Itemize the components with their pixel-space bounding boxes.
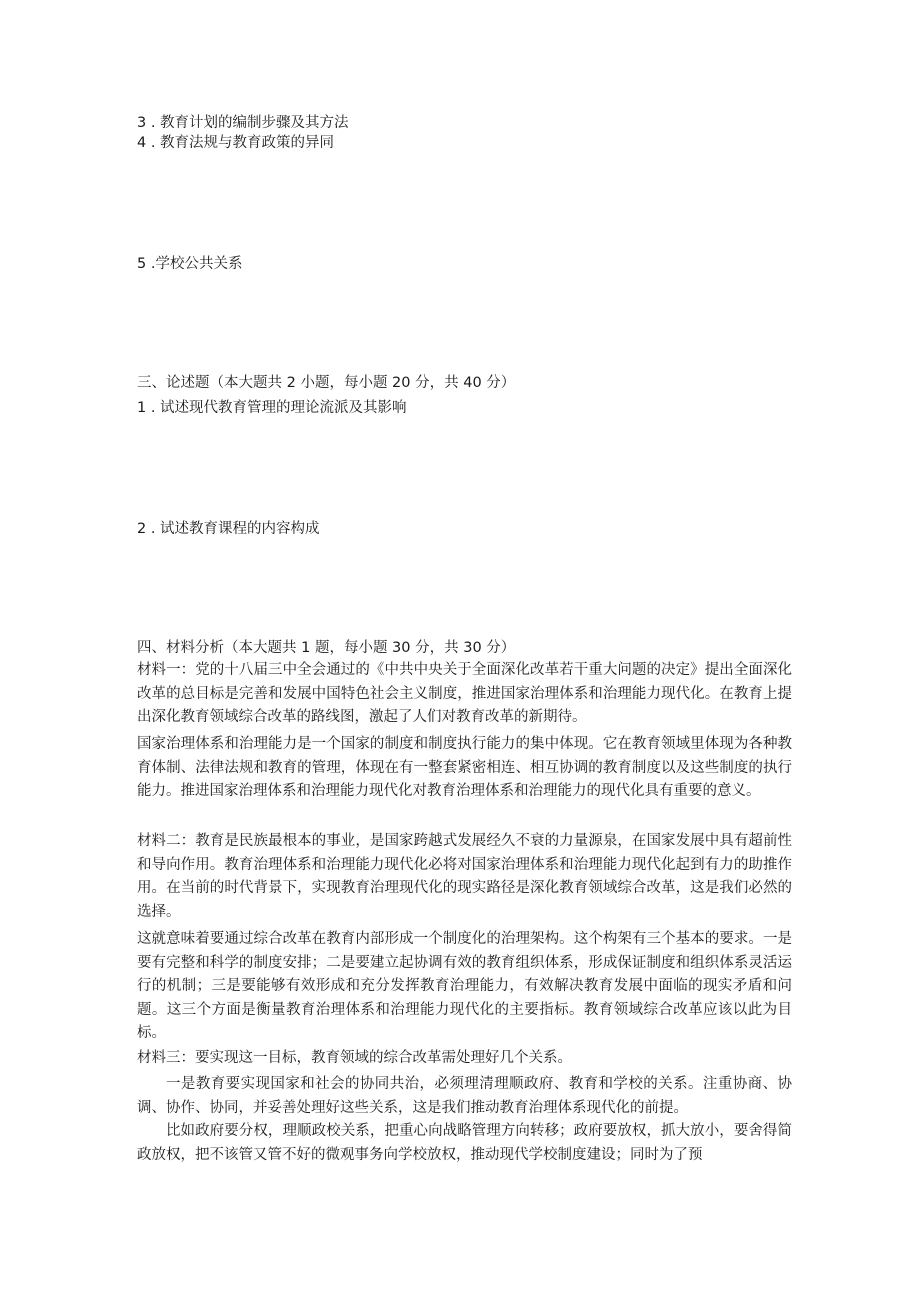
- material-2-paragraph: 材料二：教育是民族最根本的事业，是国家跨越式发展经久不衰的力量源泉，在国家发展中具有超前性和导向作用。教育治理体系和治理能力现代化必将对国家治理体系和治理能力现代化起到有力的助推作用。在当前的时代背景下，实现教育治理现代化的现实路径是深化教育领域综合改革，这是我们必然的选择。: [137, 833, 792, 920]
- material-3-paragraph: 材料三：要实现这一目标，教育领域的综合改革需处理好几个关系。: [137, 1050, 572, 1066]
- section-4-heading: 四、材料分析（本大题共 1 题，每小题 30 分，共 30 分）: [137, 640, 516, 656]
- essay-question-1: 1 . 试述现代教育管理的理论流派及其影响: [137, 400, 407, 416]
- question-4: 4 . 教育法规与教育政策的异同: [137, 135, 335, 151]
- question-5: 5 .学校公共关系: [137, 256, 243, 272]
- relationship-1-paragraph: 一是教育要实现国家和社会的协同共治，必须理清理顺政府、教育和学校的关系。注重协商、协调、协作、协同，并妥善处理好这些关系，这是我们推动教育治理体系现代化的前提。: [137, 1076, 792, 1116]
- section-3-heading: 三、论述题（本大题共 2 小题，每小题 20 分，共 40 分）: [137, 375, 516, 391]
- essay-question-2: 2 . 试述教育课程的内容构成: [137, 521, 320, 537]
- structure-paragraph: 这就意味着要通过综合改革在教育内部形成一个制度化的治理架构。这个构架有三个基本的要求。一是要有完整和科学的制度安排；二是要建立起协调有效的教育组织体系，形成保证制度和组织体系灵活运行的机制；三是要能够有效形成和充分发挥教育治理能力，有效解决教育发展中面临的现实矛盾和问题。这三个方面是衡量教育治理体系和治理能力现代化的主要指标。教育领域综合改革应该以此为目标。: [137, 931, 792, 1042]
- question-3: 3 . 教育计划的编制步骤及其方法: [137, 115, 349, 131]
- material-1-paragraph: 材料一：党的十八届三中全会通过的《中共中央关于全面深化改革若干重大问题的决定》提出全面深化改革的总目标是完善和发展中国特色社会主义制度，推进国家治理体系和治理能力现代化。在教育上提出深化教育领域综合改革的路线图，激起了人们对教育改革的新期待。: [137, 662, 792, 726]
- example-paragraph: 比如政府要分权，理顺政校关系，把重心向战略管理方向转移；政府要放权，抓大放小，要舍得简政放权，把不该管又管不好的微观事务向学校放权，推动现代学校制度建设；同时为了预: [137, 1123, 792, 1163]
- governance-paragraph: 国家治理体系和治理能力是一个国家的制度和制度执行能力的集中体现。它在教育领域里体现为各种教育体制、法律法规和教育的管理，体现在有一整套紧密相连、相互协调的教育制度以及这些制度的执行能力。推进国家治理体系和治理能力现代化对教育治理体系和治理能力的现代化具有重要的意义。: [137, 736, 792, 800]
